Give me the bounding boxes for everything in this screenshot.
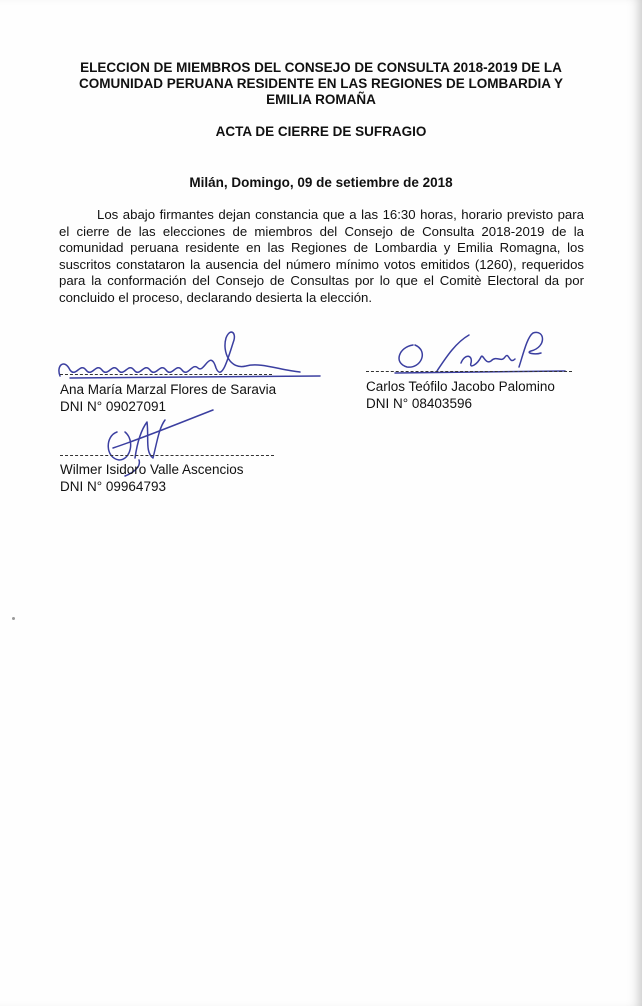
signature-2-name: Carlos Teófilo Jacobo Palomino bbox=[366, 379, 555, 394]
document-title: ELECCION DE MIEMBROS DEL CONSEJO DE CONSULTA 2018-2019 DE LA COMUNIDAD PERUANA RESIDENTE EN LAS REGIONES DE LOMBARDIA Y EMILIA ROMAÑA bbox=[78, 60, 564, 107]
signature-2-dni: DNI N° 08403596 bbox=[366, 396, 472, 411]
signature-3-dni: DNI N° 09964793 bbox=[60, 479, 166, 494]
place-date: Milán, Domingo, 09 de setiembre de 2018 bbox=[189, 175, 453, 190]
signature-2-line bbox=[366, 371, 572, 372]
body-paragraph: Los abajo firmantes dejan constancia que a las 16:30 horas, horario previsto para el cierre de las elecciones de miembros del Consejo de Consulta 2018-2019 de la comunidad peruana residente en las Regiones de Lombardia y Emilia Romagna, los suscritos constataron la ausencia del número mínimo votos emitidos (1260), requeridos para la conformación del Consejo de Consultas por lo que el Comitè Electoral da por concluido el proceso, declarando desierta la elección. bbox=[59, 207, 584, 305]
signature-1-name: Ana María Marzal Flores de Saravia bbox=[60, 382, 277, 397]
signature-3-name: Wilmer Isidoro Valle Ascencios bbox=[60, 462, 244, 477]
scan-speck bbox=[12, 617, 15, 620]
document-subtitle: ACTA DE CIERRE DE SUFRAGIO bbox=[215, 124, 427, 139]
signature-1-dni: DNI N° 09027091 bbox=[60, 399, 166, 414]
signature-1-line bbox=[60, 374, 272, 375]
signature-3-line bbox=[60, 455, 274, 456]
